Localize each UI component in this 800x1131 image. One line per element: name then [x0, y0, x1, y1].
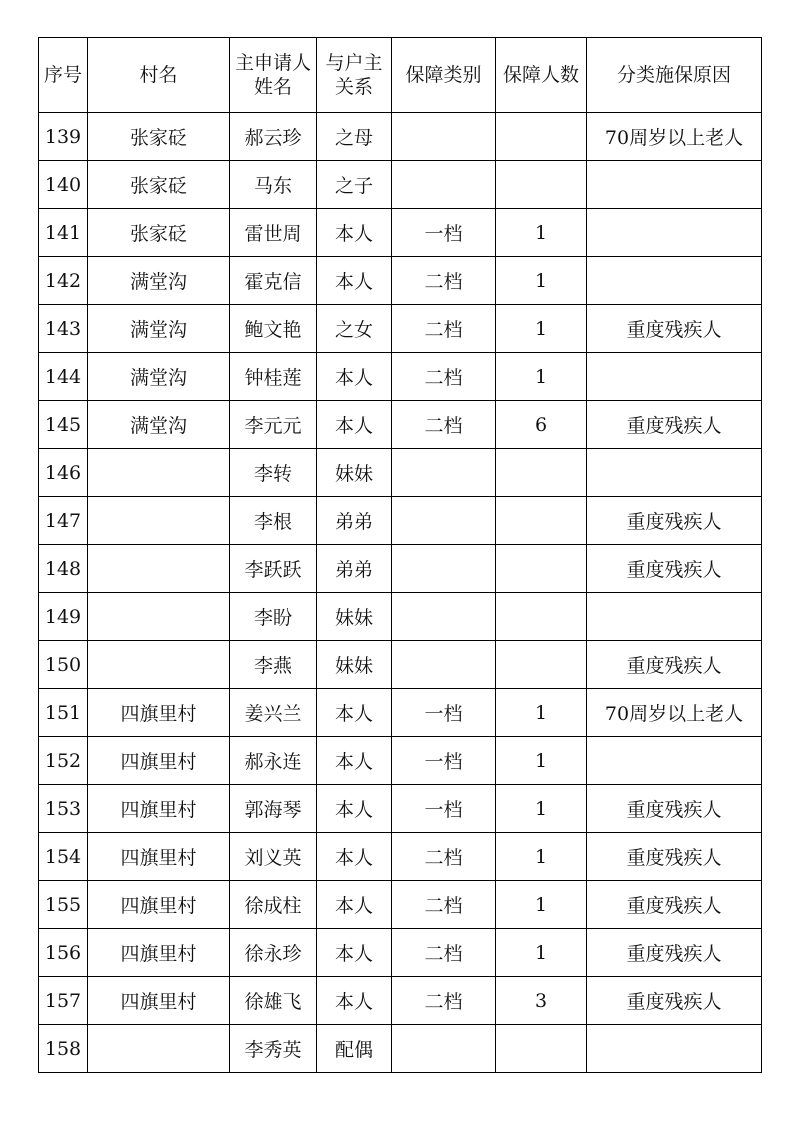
cell-village	[88, 449, 230, 497]
cell-reason: 重度残疾人	[587, 545, 762, 593]
header-village: 村名	[88, 38, 230, 113]
cell-reason: 重度残疾人	[587, 641, 762, 689]
cell-index: 158	[39, 1025, 88, 1073]
cell-index: 154	[39, 833, 88, 881]
cell-reason	[587, 257, 762, 305]
cell-count: 1	[496, 785, 587, 833]
cell-village: 四旗里村	[88, 737, 230, 785]
cell-reason: 重度残疾人	[587, 785, 762, 833]
cell-applicant-name: 李秀英	[230, 1025, 317, 1073]
table-row	[39, 401, 762, 449]
cell-applicant-name: 姜兴兰	[230, 689, 317, 737]
cell-index: 150	[39, 641, 88, 689]
cell-reason: 70周岁以上老人	[587, 689, 762, 737]
cell-count	[496, 161, 587, 209]
cell-category	[392, 113, 496, 161]
cell-reason	[587, 737, 762, 785]
cell-category	[392, 1025, 496, 1073]
cell-reason: 重度残疾人	[587, 305, 762, 353]
cell-index: 157	[39, 977, 88, 1025]
cell-reason: 70周岁以上老人	[587, 113, 762, 161]
cell-relation: 之母	[317, 113, 392, 161]
table-row	[39, 497, 762, 545]
cell-count: 1	[496, 353, 587, 401]
cell-village: 满堂沟	[88, 353, 230, 401]
cell-relation: 本人	[317, 737, 392, 785]
header-index: 序号	[39, 38, 88, 113]
cell-reason: 重度残疾人	[587, 977, 762, 1025]
cell-village: 四旗里村	[88, 929, 230, 977]
table-row	[39, 305, 762, 353]
cell-category: 二档	[392, 929, 496, 977]
cell-applicant-name: 雷世周	[230, 209, 317, 257]
header-relation: 与户主关系	[317, 38, 392, 113]
cell-applicant-name: 李元元	[230, 401, 317, 449]
cell-village	[88, 497, 230, 545]
cell-applicant-name: 郝云珍	[230, 113, 317, 161]
cell-relation: 本人	[317, 977, 392, 1025]
cell-applicant-name: 徐永珍	[230, 929, 317, 977]
table-row	[39, 353, 762, 401]
cell-category: 二档	[392, 257, 496, 305]
cell-village	[88, 641, 230, 689]
cell-reason: 重度残疾人	[587, 929, 762, 977]
cell-index: 139	[39, 113, 88, 161]
cell-reason	[587, 209, 762, 257]
cell-applicant-name: 李跃跃	[230, 545, 317, 593]
cell-applicant-name: 刘义英	[230, 833, 317, 881]
cell-applicant-name: 李燕	[230, 641, 317, 689]
table-row	[39, 593, 762, 641]
cell-count	[496, 497, 587, 545]
cell-village: 张家砭	[88, 161, 230, 209]
cell-reason: 重度残疾人	[587, 833, 762, 881]
table-row	[39, 209, 762, 257]
table-row	[39, 881, 762, 929]
cell-relation: 之子	[317, 161, 392, 209]
cell-count	[496, 545, 587, 593]
cell-count	[496, 113, 587, 161]
table-row	[39, 1025, 762, 1073]
cell-village	[88, 545, 230, 593]
table-row	[39, 545, 762, 593]
cell-count	[496, 1025, 587, 1073]
cell-index: 151	[39, 689, 88, 737]
cell-category: 一档	[392, 209, 496, 257]
cell-index: 148	[39, 545, 88, 593]
cell-reason	[587, 161, 762, 209]
cell-category: 一档	[392, 737, 496, 785]
cell-relation: 本人	[317, 353, 392, 401]
table-row	[39, 257, 762, 305]
cell-count: 3	[496, 977, 587, 1025]
cell-applicant-name: 李转	[230, 449, 317, 497]
cell-index: 144	[39, 353, 88, 401]
cell-village	[88, 1025, 230, 1073]
header-applicant-name: 主申请人姓名	[230, 38, 317, 113]
cell-relation: 本人	[317, 881, 392, 929]
cell-category	[392, 641, 496, 689]
table-row	[39, 449, 762, 497]
cell-relation: 妹妹	[317, 593, 392, 641]
header-reason: 分类施保原因	[587, 38, 762, 113]
table-row	[39, 929, 762, 977]
cell-relation: 妹妹	[317, 449, 392, 497]
table-row	[39, 785, 762, 833]
cell-applicant-name: 马东	[230, 161, 317, 209]
cell-relation: 本人	[317, 209, 392, 257]
table-row	[39, 113, 762, 161]
cell-category: 一档	[392, 689, 496, 737]
cell-applicant-name: 徐成柱	[230, 881, 317, 929]
cell-relation: 弟弟	[317, 545, 392, 593]
cell-relation: 本人	[317, 833, 392, 881]
cell-count: 1	[496, 929, 587, 977]
cell-village: 四旗里村	[88, 977, 230, 1025]
cell-reason	[587, 1025, 762, 1073]
cell-village: 四旗里村	[88, 881, 230, 929]
cell-category: 二档	[392, 833, 496, 881]
cell-village: 四旗里村	[88, 689, 230, 737]
cell-relation: 妹妹	[317, 641, 392, 689]
header-row	[39, 38, 762, 113]
cell-reason	[587, 593, 762, 641]
cell-count: 1	[496, 305, 587, 353]
cell-village: 满堂沟	[88, 305, 230, 353]
header-category: 保障类别	[392, 38, 496, 113]
cell-relation: 本人	[317, 785, 392, 833]
cell-index: 149	[39, 593, 88, 641]
cell-index: 152	[39, 737, 88, 785]
cell-applicant-name: 李根	[230, 497, 317, 545]
cell-index: 143	[39, 305, 88, 353]
cell-village: 满堂沟	[88, 401, 230, 449]
cell-village: 四旗里村	[88, 785, 230, 833]
cell-applicant-name: 钟桂莲	[230, 353, 317, 401]
cell-category	[392, 593, 496, 641]
cell-relation: 之女	[317, 305, 392, 353]
cell-count: 1	[496, 737, 587, 785]
table-row	[39, 161, 762, 209]
cell-relation: 本人	[317, 257, 392, 305]
cell-reason: 重度残疾人	[587, 401, 762, 449]
cell-village: 张家砭	[88, 113, 230, 161]
cell-relation: 本人	[317, 689, 392, 737]
cell-applicant-name: 郭海琴	[230, 785, 317, 833]
cell-applicant-name: 鲍文艳	[230, 305, 317, 353]
cell-category: 二档	[392, 305, 496, 353]
cell-index: 155	[39, 881, 88, 929]
cell-reason: 重度残疾人	[587, 497, 762, 545]
cell-village	[88, 593, 230, 641]
cell-reason	[587, 449, 762, 497]
cell-relation: 本人	[317, 401, 392, 449]
cell-count: 1	[496, 689, 587, 737]
cell-index: 140	[39, 161, 88, 209]
cell-category	[392, 449, 496, 497]
table-row	[39, 977, 762, 1025]
cell-reason	[587, 353, 762, 401]
cell-index: 146	[39, 449, 88, 497]
cell-category: 一档	[392, 785, 496, 833]
cell-category: 二档	[392, 881, 496, 929]
table-row	[39, 737, 762, 785]
cell-count	[496, 593, 587, 641]
cell-index: 142	[39, 257, 88, 305]
cell-relation: 配偶	[317, 1025, 392, 1073]
cell-village: 满堂沟	[88, 257, 230, 305]
cell-category	[392, 497, 496, 545]
cell-relation: 本人	[317, 929, 392, 977]
cell-count	[496, 641, 587, 689]
cell-applicant-name: 霍克信	[230, 257, 317, 305]
cell-relation: 弟弟	[317, 497, 392, 545]
cell-category: 二档	[392, 353, 496, 401]
table-body	[39, 113, 762, 1073]
header-count: 保障人数	[496, 38, 587, 113]
cell-category: 二档	[392, 977, 496, 1025]
table-row	[39, 833, 762, 881]
cell-count: 1	[496, 833, 587, 881]
cell-category	[392, 545, 496, 593]
cell-category	[392, 161, 496, 209]
cell-index: 145	[39, 401, 88, 449]
cell-village: 四旗里村	[88, 833, 230, 881]
cell-index: 147	[39, 497, 88, 545]
cell-count: 6	[496, 401, 587, 449]
aid-recipient-table	[38, 37, 762, 1073]
cell-index: 156	[39, 929, 88, 977]
cell-applicant-name: 郝永连	[230, 737, 317, 785]
cell-village: 张家砭	[88, 209, 230, 257]
cell-applicant-name: 李盼	[230, 593, 317, 641]
cell-reason: 重度残疾人	[587, 881, 762, 929]
cell-index: 153	[39, 785, 88, 833]
cell-count: 1	[496, 257, 587, 305]
cell-count: 1	[496, 881, 587, 929]
cell-index: 141	[39, 209, 88, 257]
cell-count: 1	[496, 209, 587, 257]
table-row	[39, 641, 762, 689]
table-row	[39, 689, 762, 737]
cell-count	[496, 449, 587, 497]
cell-category: 二档	[392, 401, 496, 449]
cell-applicant-name: 徐雄飞	[230, 977, 317, 1025]
